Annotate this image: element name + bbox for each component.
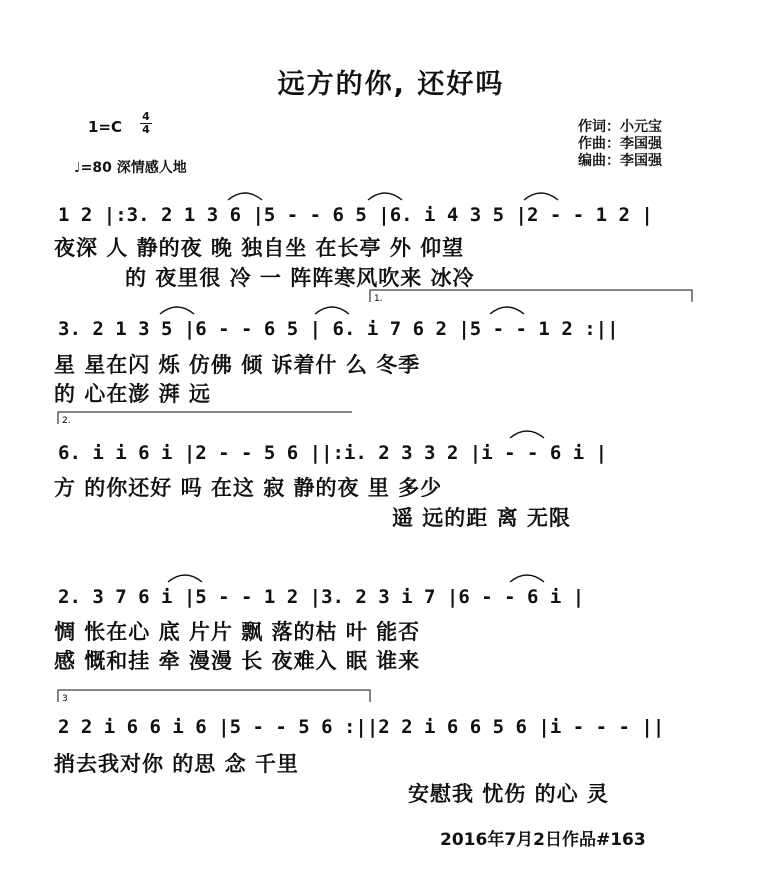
slur — [490, 307, 524, 314]
system-5-notes: 2 2 i 6 6 i 6 |5 - - 5 6 :||2 2 i 6 6 5 6 |i - - - || — [58, 716, 665, 738]
system-4-lyric-verse-1: 惆 怅在心 底 片片 飘 落的枯 叶 能否 — [54, 620, 421, 644]
footer-date: 2016年7月2日作品#163 — [440, 830, 646, 850]
volta-bracket-1 — [370, 290, 692, 302]
slur — [168, 575, 202, 582]
system-1-lyric-verse-1: 夜深 人 静的夜 晚 独自坐 在长亭 外 仰望 — [54, 236, 465, 260]
time-signature-bottom: 4 — [142, 123, 150, 136]
system-1-notes: 1 2 |:3. 2 1 3 6 |5 - - 6 5 |6. i 4 3 5 |2 - - 1 2 | — [58, 204, 653, 226]
system-2-lyric-verse-2: 的 心在澎 湃 远 — [54, 382, 211, 406]
slur — [368, 193, 402, 200]
system-2-notes: 3. 2 1 3 5 |6 - - 6 5 | 6. i 7 6 2 |5 - - 1 2 :|| — [58, 318, 619, 340]
page-title: 远方的你, 还好吗 — [277, 69, 505, 100]
tempo-marking: ♩=80 深情感人地 — [74, 160, 187, 176]
system-3-lyric-verse-1: 方 的你还好 吗 在这 寂 静的夜 里 多少 — [54, 476, 443, 500]
composer-credit: 作曲：李国强 — [578, 136, 662, 152]
lyricist-credit: 作词：小元宝 — [578, 119, 662, 135]
system-5-lyric-verse-2: 安慰我 忧伤 的心 灵 — [408, 782, 609, 806]
volta-label-1: 1. — [374, 294, 383, 304]
arranger-credit: 编曲：李国强 — [578, 153, 662, 169]
slurs — [160, 193, 558, 582]
system-1-lyric-verse-2: 的 夜里很 冷 一 阵阵寒风吹来 冰冷 — [125, 266, 475, 290]
slur — [510, 431, 544, 438]
system-2-lyric-verse-1: 星 星在闪 烁 仿佛 倾 诉着什 么 冬季 — [54, 353, 421, 377]
volta-bracket-3 — [58, 690, 370, 702]
slur — [510, 575, 544, 582]
system-4-notes: 2. 3 7 6 i |5 - - 1 2 |3. 2 3 i 7 |6 - - 6 i | — [58, 586, 585, 608]
volta-label-2: 2. — [62, 416, 71, 426]
volta-label-3: 3 — [62, 694, 68, 704]
system-4-lyric-verse-2: 感 慨和挂 牵 漫漫 长 夜难入 眠 谁来 — [54, 649, 421, 673]
system-5-lyric-verse-1: 捎去我对你 的思 念 千里 — [54, 752, 299, 776]
time-signature-top: 4 — [142, 110, 150, 123]
slur — [228, 193, 262, 200]
volta-bracket-2 — [58, 412, 352, 424]
slur — [524, 193, 558, 200]
system-3-lyric-verse-2: 遥 远的距 离 无限 — [392, 506, 571, 530]
slur — [315, 307, 349, 314]
key-signature: 1=C — [88, 118, 123, 136]
slur — [160, 307, 194, 314]
system-3-notes: 6. i i 6 i |2 - - 5 6 ||:i. 2 3 3 2 |i - - 6 i | — [58, 442, 608, 464]
